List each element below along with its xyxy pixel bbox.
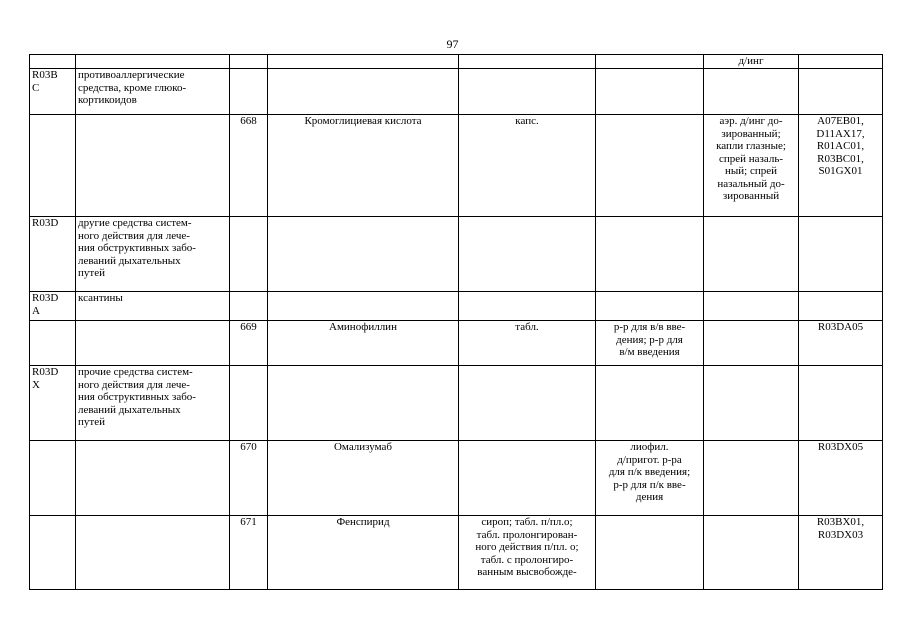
header-cell-2 xyxy=(230,55,268,69)
atc-codes-cell xyxy=(799,217,883,292)
atc-code-cell: R03D xyxy=(30,217,76,292)
atc-codes-cell xyxy=(799,69,883,115)
group-name-cell: противоаллергические средства, кроме глюко- кортикоидов xyxy=(76,69,230,115)
form-cell-3 xyxy=(704,441,799,516)
header-cell-4 xyxy=(459,55,596,69)
drug-name-cell: Аминофиллин xyxy=(268,321,459,366)
form-cell-1: капс. xyxy=(459,115,596,217)
form-cell-3 xyxy=(704,69,799,115)
atc-code-cell: R03D A xyxy=(30,292,76,321)
header-row xyxy=(30,55,883,69)
atc-code-cell xyxy=(30,516,76,590)
form-cell-1: сироп; табл. п/пл.о; табл. пролонгирован- ного действия п/пл. о; табл. с пролонгиро- ванным высвобожде- xyxy=(459,516,596,590)
atc-codes-cell: R03BX01, R03DX03 xyxy=(799,516,883,590)
group-name-cell xyxy=(76,321,230,366)
number-cell: 669 xyxy=(230,321,268,366)
header-cell-form3: д/инг xyxy=(704,55,799,69)
group-name-cell xyxy=(76,115,230,217)
form-cell-3 xyxy=(704,292,799,321)
form-cell-3 xyxy=(704,217,799,292)
group-name-cell: ксантины xyxy=(76,292,230,321)
form-cell-2 xyxy=(596,366,704,441)
form-cell-3 xyxy=(704,366,799,441)
drug-name-cell: Омализумаб xyxy=(268,441,459,516)
number-cell: 670 xyxy=(230,441,268,516)
atc-code-cell: R03B C xyxy=(30,69,76,115)
form-cell-1 xyxy=(459,292,596,321)
table-row xyxy=(30,69,883,115)
header-cell-0 xyxy=(30,55,76,69)
atc-code-cell xyxy=(30,115,76,217)
drug-name-cell: Кромоглициевая кислота xyxy=(268,115,459,217)
form-cell-1 xyxy=(459,69,596,115)
number-cell xyxy=(230,217,268,292)
number-cell xyxy=(230,292,268,321)
atc-codes-cell xyxy=(799,366,883,441)
page-number: 97 xyxy=(446,37,459,51)
header-cell-1 xyxy=(76,55,230,69)
number-cell: 668 xyxy=(230,115,268,217)
group-name-cell: другие средства систем- ного действия для лече- ния обструктивных забо- леваний дыхательных путей xyxy=(76,217,230,292)
table-row xyxy=(30,292,883,321)
form-cell-2 xyxy=(596,516,704,590)
table-row xyxy=(30,516,883,590)
table-row xyxy=(30,441,883,516)
header-cell-3 xyxy=(268,55,459,69)
atc-codes-cell xyxy=(799,292,883,321)
atc-code-cell xyxy=(30,321,76,366)
drug-name-cell xyxy=(268,292,459,321)
drug-name-cell xyxy=(268,69,459,115)
atc-code-cell: R03D X xyxy=(30,366,76,441)
form-cell-2 xyxy=(596,69,704,115)
form-cell-2: р-р для в/в вве- дения; р-р для в/м введения xyxy=(596,321,704,366)
header-cell-7 xyxy=(799,55,883,69)
number-cell: 671 xyxy=(230,516,268,590)
atc-codes-cell: A07EB01, D11AX17, R01AC01, R03BC01, S01GX01 xyxy=(799,115,883,217)
form-cell-2 xyxy=(596,217,704,292)
number-cell xyxy=(230,366,268,441)
atc-codes-cell: R03DX05 xyxy=(799,441,883,516)
form-cell-2 xyxy=(596,115,704,217)
group-name-cell: прочие средства систем- ного действия для лече- ния обструктивных забо- леваний дыхательных путей xyxy=(76,366,230,441)
drug-name-cell xyxy=(268,217,459,292)
drug-table xyxy=(29,54,883,590)
form-cell-1 xyxy=(459,366,596,441)
drug-name-cell: Фенспирид xyxy=(268,516,459,590)
form-cell-3 xyxy=(704,516,799,590)
form-cell-1: табл. xyxy=(459,321,596,366)
table-row xyxy=(30,321,883,366)
form-cell-1 xyxy=(459,217,596,292)
atc-code-cell xyxy=(30,441,76,516)
table-row xyxy=(30,115,883,217)
group-name-cell xyxy=(76,441,230,516)
form-cell-2 xyxy=(596,292,704,321)
header-cell-5 xyxy=(596,55,704,69)
table-row xyxy=(30,366,883,441)
group-name-cell xyxy=(76,516,230,590)
drug-name-cell xyxy=(268,366,459,441)
atc-codes-cell: R03DA05 xyxy=(799,321,883,366)
number-cell xyxy=(230,69,268,115)
form-cell-3: аэр. д/инг до- зированный; капли глазные; спрей назаль- ный; спрей назальный до- зированный xyxy=(704,115,799,217)
table-row xyxy=(30,217,883,292)
form-cell-3 xyxy=(704,321,799,366)
form-cell-1 xyxy=(459,441,596,516)
form-cell-2: лиофил. д/пригот. р-ра для п/к введения; р-р для п/к вве- дения xyxy=(596,441,704,516)
